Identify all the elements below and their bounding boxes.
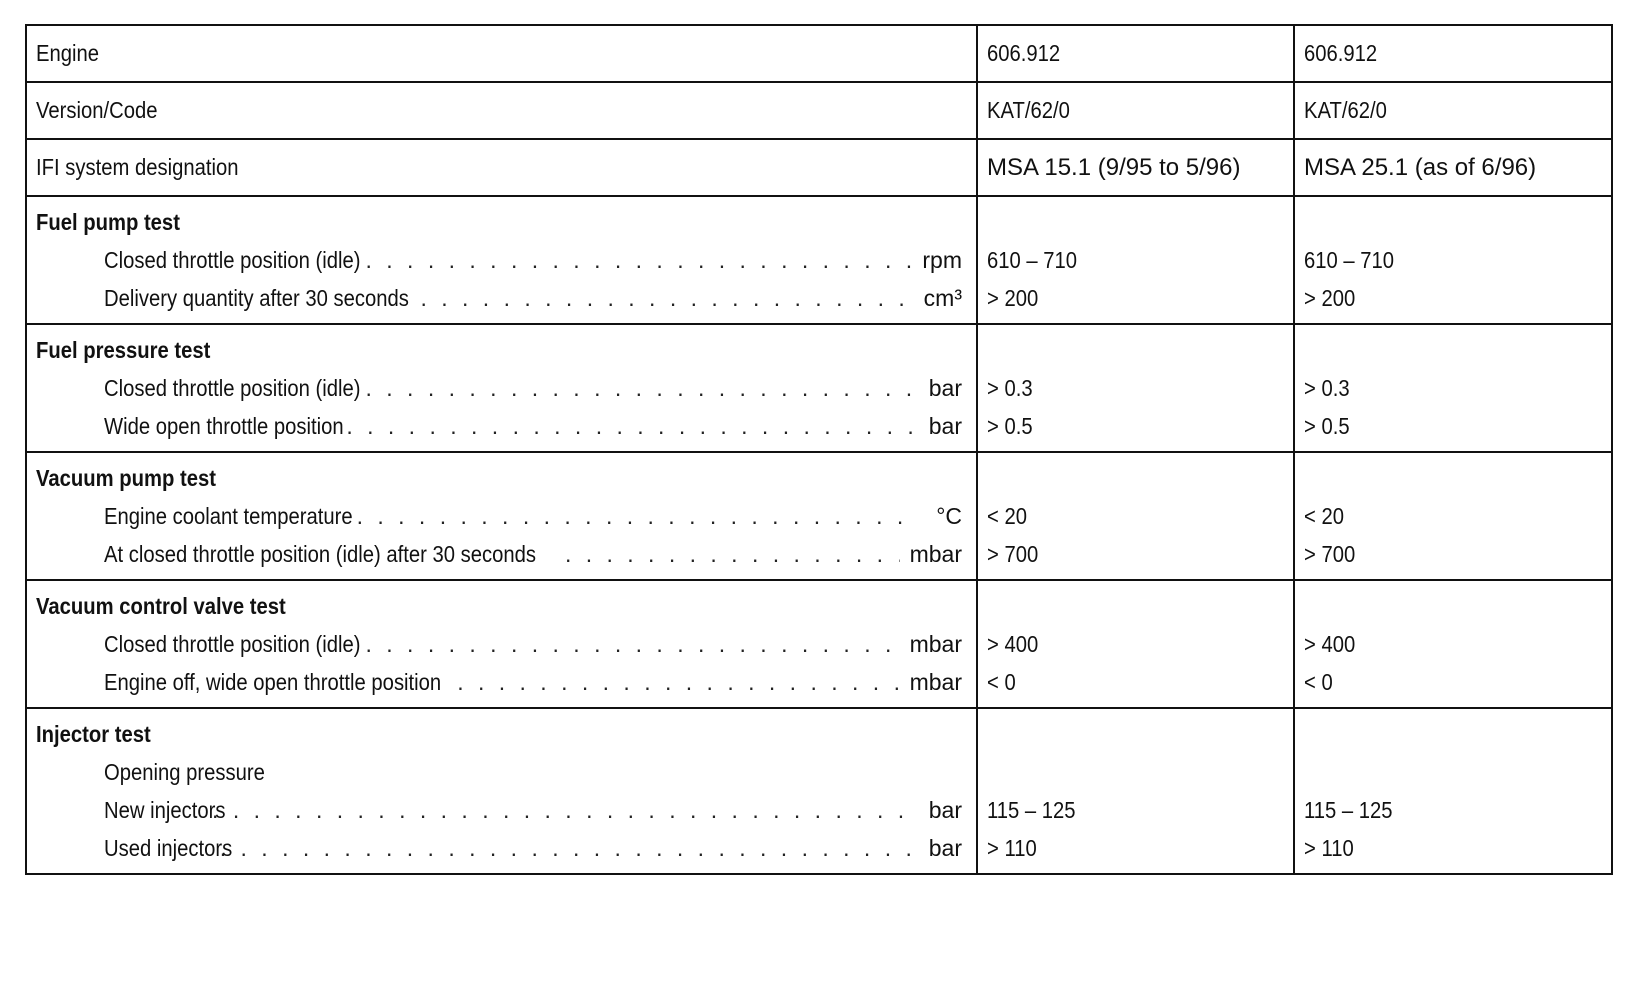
engine-label-cell — [26, 25, 977, 82]
param-row — [36, 535, 976, 573]
dot-leader — [212, 791, 912, 829]
group-title: Fuel pump test — [36, 209, 180, 235]
group-v1-cell — [977, 452, 1294, 580]
group-v2-cell — [1294, 452, 1612, 580]
version-v1-cell — [977, 82, 1294, 139]
param-label: At closed throttle position (idle) after 30 seconds — [104, 541, 537, 567]
param-row — [36, 663, 976, 701]
param-label: Engine off, wide open throttle position — [104, 669, 442, 695]
dot-leader — [457, 663, 899, 701]
param-row — [36, 829, 976, 867]
group-title: Fuel pressure test — [36, 337, 211, 363]
group-title: Vacuum pump test — [36, 465, 216, 491]
version-value-2: KAT/62/0 — [1304, 97, 1387, 123]
param-value-1: > 110 — [987, 835, 1037, 861]
param-row — [36, 497, 976, 535]
group-title: Injector test — [36, 721, 151, 747]
row-ifi-system — [26, 139, 1612, 196]
param-label: Engine coolant temperature — [104, 503, 353, 529]
param-label: Wide open throttle position — [104, 413, 344, 439]
dot-leader — [420, 279, 912, 317]
param-row — [36, 407, 976, 445]
param-label: New injectors — [104, 797, 226, 823]
group-fuel-pump-test — [26, 196, 1612, 324]
group-label-cell — [26, 324, 977, 452]
param-value-1: 115 – 125 — [987, 797, 1076, 823]
ifi-label: IFI system designation — [36, 154, 239, 180]
param-unit: mbar — [909, 631, 962, 657]
param-label: Used injectors — [104, 835, 233, 861]
param-subheading: Opening pressure — [104, 759, 265, 785]
param-label: Closed throttle position (idle) — [104, 247, 361, 273]
group-label-cell — [26, 196, 977, 324]
ifi-value-1: MSA 15.1 (9/95 to 5/96) — [987, 153, 1241, 181]
group-label-cell — [26, 580, 977, 708]
group-label-cell — [26, 708, 977, 874]
group-v2-cell — [1294, 324, 1612, 452]
engine-label: Engine — [36, 40, 100, 66]
group-title: Vacuum control valve test — [36, 593, 286, 619]
param-unit: bar — [928, 797, 962, 823]
param-value-2: > 700 — [1304, 541, 1356, 567]
dot-leader — [357, 497, 912, 535]
dot-leader — [365, 625, 899, 663]
version-label: Version/Code — [36, 97, 158, 123]
param-value-2: > 0.3 — [1304, 375, 1350, 401]
row-version-code — [26, 82, 1612, 139]
group-v2-cell — [1294, 580, 1612, 708]
version-v2-cell — [1294, 82, 1612, 139]
dot-leader — [365, 241, 912, 279]
group-vacuum-control-valve-test — [26, 580, 1612, 708]
param-value-2: < 0 — [1304, 669, 1333, 695]
param-value-1: > 700 — [987, 541, 1039, 567]
param-label: Closed throttle position (idle) — [104, 375, 361, 401]
param-value-1: > 0.5 — [987, 413, 1033, 439]
param-row — [36, 279, 976, 317]
param-label: Delivery quantity after 30 seconds — [104, 285, 409, 311]
param-unit: bar — [928, 375, 962, 401]
param-row — [36, 241, 976, 279]
param-unit: °C — [936, 503, 962, 529]
engine-value-2: 606.912 — [1304, 40, 1378, 66]
param-subheading-row — [36, 753, 976, 791]
engine-v2-cell — [1294, 25, 1612, 82]
param-value-1: 610 – 710 — [987, 247, 1078, 273]
dot-leader — [346, 407, 912, 445]
group-v2-cell — [1294, 196, 1612, 324]
row-engine — [26, 25, 1612, 82]
param-value-2: < 20 — [1304, 503, 1344, 529]
engine-spec-table — [25, 24, 1613, 875]
dot-leader — [565, 535, 900, 573]
ifi-v2-cell — [1294, 139, 1612, 196]
group-injector-test — [26, 708, 1612, 874]
dot-leader — [220, 829, 912, 867]
param-row — [36, 369, 976, 407]
param-row — [36, 791, 976, 829]
group-fuel-pressure-test — [26, 324, 1612, 452]
group-v1-cell — [977, 580, 1294, 708]
ifi-v1-cell — [977, 139, 1294, 196]
group-v2-cell — [1294, 708, 1612, 874]
group-v1-cell — [977, 324, 1294, 452]
group-label-cell — [26, 452, 977, 580]
param-value-2: 610 – 710 — [1304, 247, 1395, 273]
param-value-1: > 400 — [987, 631, 1039, 657]
param-value-1: < 0 — [987, 669, 1016, 695]
version-label-cell — [26, 82, 977, 139]
param-value-1: > 0.3 — [987, 375, 1033, 401]
param-unit: rpm — [922, 247, 962, 273]
engine-v1-cell — [977, 25, 1294, 82]
param-unit: cm³ — [923, 285, 962, 311]
engine-value-1: 606.912 — [987, 40, 1061, 66]
param-unit: bar — [928, 835, 962, 861]
dot-leader — [365, 369, 912, 407]
param-value-1: < 20 — [987, 503, 1027, 529]
ifi-value-2: MSA 25.1 (as of 6/96) — [1304, 153, 1537, 181]
param-value-2: > 200 — [1304, 285, 1356, 311]
param-value-2: > 110 — [1304, 835, 1354, 861]
param-row — [36, 625, 976, 663]
ifi-label-cell — [26, 139, 977, 196]
param-label: Closed throttle position (idle) — [104, 631, 361, 657]
param-value-2: 115 – 125 — [1304, 797, 1393, 823]
param-value-2: > 0.5 — [1304, 413, 1350, 439]
group-v1-cell — [977, 196, 1294, 324]
group-v1-cell — [977, 708, 1294, 874]
param-unit: bar — [928, 413, 962, 439]
version-value-1: KAT/62/0 — [987, 97, 1070, 123]
param-unit: mbar — [909, 669, 962, 695]
param-unit: mbar — [909, 541, 962, 567]
param-value-1: > 200 — [987, 285, 1039, 311]
group-vacuum-pump-test — [26, 452, 1612, 580]
param-value-2: > 400 — [1304, 631, 1356, 657]
